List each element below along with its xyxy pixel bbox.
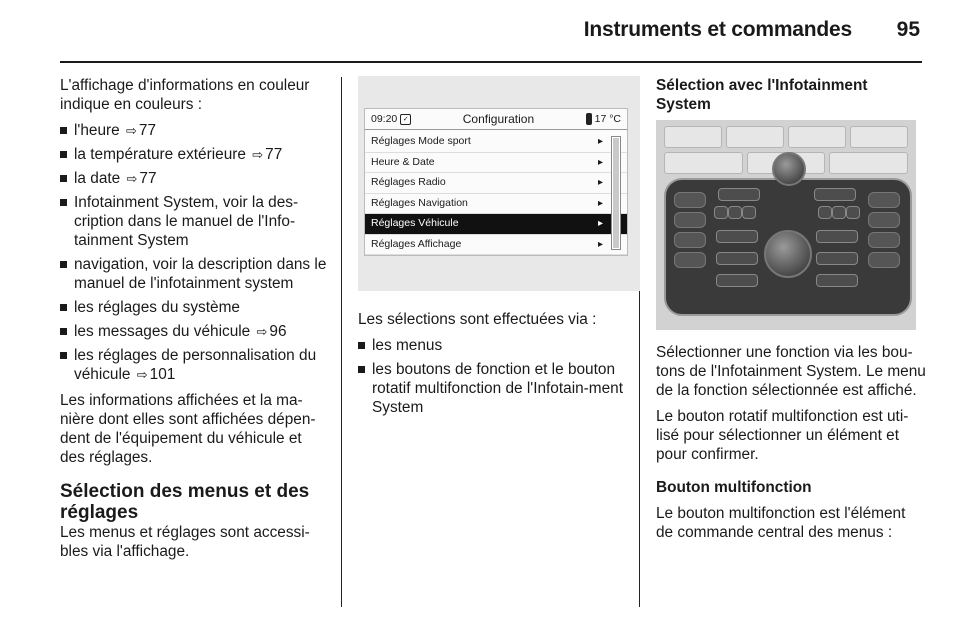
header-title: Instruments et commandes <box>583 18 852 41</box>
column-1 <box>60 76 330 568</box>
chevron-right-icon: ▸ <box>597 136 603 148</box>
list-item: les boutons de fonction et le bouton rotatif multifonction de l'Infotain-ment System <box>358 360 626 417</box>
section-title: Sélection des menus et des réglages <box>60 481 310 523</box>
reference-arrow-icon: ⇨ <box>126 171 138 186</box>
column-3 <box>656 76 926 549</box>
scrollbar-thumb <box>613 138 619 248</box>
list-item-text: les messages du véhicule <box>74 323 251 340</box>
screen-menu-list <box>365 130 627 255</box>
column-2 <box>358 76 626 424</box>
screen-menu-item-label: Réglages Radio <box>371 176 446 189</box>
header-rule <box>60 61 922 63</box>
screen-menu-item <box>365 194 627 215</box>
screen-time: 09:20 <box>371 112 398 125</box>
page-reference[interactable]: 96 <box>269 323 287 340</box>
list-item <box>60 145 330 164</box>
list-item <box>60 346 330 384</box>
list-item <box>60 193 330 250</box>
subhead-infotainment-selection: Sélection avec l'Infotainment System <box>656 77 868 113</box>
screen-menu-item-label: Réglages Mode sport <box>371 135 471 148</box>
column-divider-1 <box>341 77 342 607</box>
subhead-multifunction-button: Bouton multifonction <box>656 479 812 496</box>
list-item <box>60 169 330 188</box>
chevron-right-icon: ▸ <box>597 156 603 168</box>
paragraph-multifunction-button: Le bouton multifonction est l'élément de commande central des menus : <box>656 505 906 541</box>
paragraph-menu-access: Les menus et réglages sont accessi-bles via l'affichage. <box>60 524 310 560</box>
thermometer-icon <box>586 113 592 125</box>
screen-menu-item <box>365 173 627 194</box>
infotainment-console-photo <box>656 120 916 330</box>
screen-menu-item <box>365 214 627 235</box>
paragraph-display-info: Les informations affichées et la ma-nière dont elles sont affichées dépen-dent de l'équipement du véhicule et des réglages. <box>60 392 316 466</box>
multifunction-knob-icon <box>764 230 812 278</box>
list-item <box>60 298 330 317</box>
chevron-right-icon: ▸ <box>597 238 603 250</box>
list-item-text: Infotainment System, voir la des-cription dans le manuel de l'Info-tainment System <box>74 194 299 249</box>
screen-menu-item <box>365 153 627 174</box>
list-item-text: navigation, voir la description dans le manuel de l'infotainment system <box>74 256 327 292</box>
selection-intro: Les sélections sont effectuées via : <box>358 311 597 328</box>
screen-menu-item-label: Réglages Véhicule <box>371 217 459 230</box>
screen-menu-item <box>365 235 627 256</box>
screen-menu-item-label: Réglages Affichage <box>371 237 462 250</box>
page-number: 95 <box>896 18 920 41</box>
check-icon: ✓ <box>400 114 411 125</box>
reference-arrow-icon: ⇨ <box>136 367 148 382</box>
reference-arrow-icon: ⇨ <box>252 147 264 162</box>
chevron-right-icon: ▸ <box>597 197 603 209</box>
display-info-list <box>60 121 330 384</box>
screen-scrollbar <box>611 136 621 250</box>
list-item-text: la date <box>74 170 121 187</box>
list-item <box>60 322 330 341</box>
screen-menu-item-label: Heure & Date <box>371 155 435 168</box>
configuration-screen <box>364 108 628 256</box>
list-item: les menus <box>358 336 626 355</box>
list-item-text: les réglages du système <box>74 299 240 316</box>
list-item-text: les réglages de personnalisation du véhicule <box>74 347 317 383</box>
top-vents <box>664 126 908 148</box>
volume-knob-icon <box>772 152 806 186</box>
chevron-right-icon: ▸ <box>597 177 603 189</box>
reference-arrow-icon: ⇨ <box>126 123 137 138</box>
page-reference[interactable]: 77 <box>139 170 157 187</box>
screen-status-bar <box>365 109 627 130</box>
screen-menu-item <box>365 132 627 153</box>
infotainment-console <box>664 178 912 316</box>
reference-arrow-icon: ⇨ <box>256 324 268 339</box>
page-reference[interactable]: 101 <box>149 366 176 383</box>
page-reference[interactable]: 77 <box>138 122 157 139</box>
paragraph-rotary-knob: Le bouton rotatif multifonction est uti-lisé pour sélectionner un élément et pour confirmer. <box>656 408 909 463</box>
selection-methods-list <box>358 336 626 417</box>
list-item-text: l'heure <box>74 122 120 139</box>
screen-menu-item-label: Réglages Navigation <box>371 196 468 209</box>
configuration-screen-figure <box>358 76 640 291</box>
paragraph-select-function: Sélectionner une fonction via les bou-tons de l'Infotainment System. Le menu de la fonction sélectionnée est affiché. <box>656 344 926 399</box>
list-item <box>60 255 330 293</box>
list-item-text: la température extérieure <box>74 146 246 163</box>
screen-temperature: 17 °C <box>594 112 621 125</box>
list-item <box>60 121 330 140</box>
intro-paragraph: L'affichage d'informations en couleur indique en couleurs : <box>60 77 310 113</box>
page-reference[interactable]: 77 <box>265 146 283 163</box>
screen-title: Configuration <box>462 111 535 126</box>
chevron-right-icon: ▸ <box>597 218 603 230</box>
